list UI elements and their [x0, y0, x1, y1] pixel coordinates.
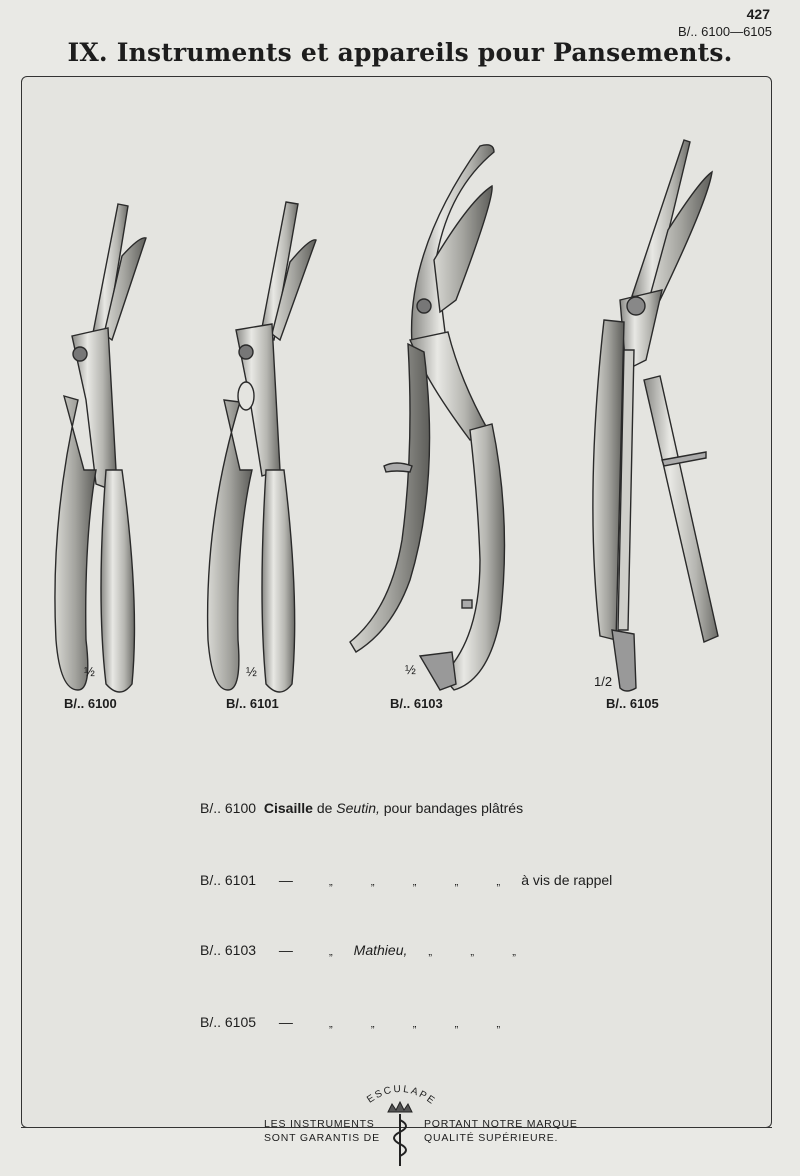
- catalog-entry-6105: [200, 1014, 517, 1030]
- entry-description: à vis de rappel: [521, 872, 613, 888]
- ditto-mark: „: [328, 946, 333, 958]
- entry-connector: de: [316, 800, 333, 816]
- ditto-mark: „: [428, 946, 433, 958]
- entry-dash: —: [278, 1014, 293, 1030]
- frame-divider-right: [544, 1127, 772, 1128]
- entry-number: B/.. 6103: [200, 942, 257, 958]
- scale-6101: ½: [246, 664, 257, 679]
- entry-dash: —: [278, 942, 293, 958]
- ditto-mark: „: [370, 1018, 375, 1030]
- frame-divider-left: [21, 1127, 253, 1128]
- ditto-mark: „: [412, 1018, 417, 1030]
- ditto-mark: „: [412, 876, 417, 888]
- page-title: IX. Instruments et appareils pour Pansements.: [67, 38, 733, 67]
- entry-description: pour bandages plâtrés: [383, 800, 524, 816]
- svg-text:ESCULAPE: ESCULAPE: [365, 1083, 438, 1108]
- ditto-mark: „: [328, 876, 333, 888]
- ditto-mark: „: [328, 1018, 333, 1030]
- ditto-mark: „: [454, 1018, 459, 1030]
- entry-author: Mathieu,: [353, 942, 408, 958]
- footer-left-line1: LES INSTRUMENTS: [264, 1118, 375, 1130]
- figure-label-6103: B/.. 6103: [390, 696, 443, 711]
- shear-6100-icon: [55, 204, 146, 692]
- ditto-mark: „: [496, 1018, 501, 1030]
- shear-6103-icon: [350, 145, 505, 690]
- scale-6103: ½: [405, 662, 416, 677]
- entry-author: Seutin,: [336, 800, 380, 816]
- ditto-mark: „: [370, 876, 375, 888]
- figure-label-6101: B/.. 6101: [226, 696, 279, 711]
- catalog-entry-6103: [200, 942, 533, 958]
- entry-number: B/.. 6105: [200, 1014, 257, 1030]
- catalog-range: B/.. 6100—6105: [678, 24, 772, 39]
- ditto-mark: „: [454, 876, 459, 888]
- shear-6105-icon: [593, 140, 718, 691]
- footer-left-line2: SONT GARANTIS DE: [264, 1132, 380, 1144]
- catalog-entry-6101: [200, 872, 612, 888]
- footer-right-line2: QUALITÉ SUPÉRIEURE.: [424, 1132, 559, 1144]
- entry-number: B/.. 6100: [200, 800, 257, 816]
- entry-name: Cisaille: [263, 800, 313, 816]
- scale-6100: ½: [84, 664, 95, 679]
- catalog-entry-6100: [200, 800, 523, 816]
- scale-6105: 1/2: [594, 674, 613, 689]
- shear-6101-icon: [208, 202, 316, 692]
- entry-number: B/.. 6101: [200, 872, 257, 888]
- page-number: 427: [746, 6, 770, 22]
- footer-right-line1: PORTANT NOTRE MARQUE: [424, 1118, 578, 1130]
- ditto-mark: „: [470, 946, 474, 958]
- entry-dash: —: [278, 872, 293, 888]
- ditto-mark: „: [496, 876, 501, 888]
- ditto-mark: „: [512, 946, 516, 958]
- figure-label-6105: B/.. 6105: [606, 696, 659, 711]
- figure-label-6100: B/.. 6100: [64, 696, 117, 711]
